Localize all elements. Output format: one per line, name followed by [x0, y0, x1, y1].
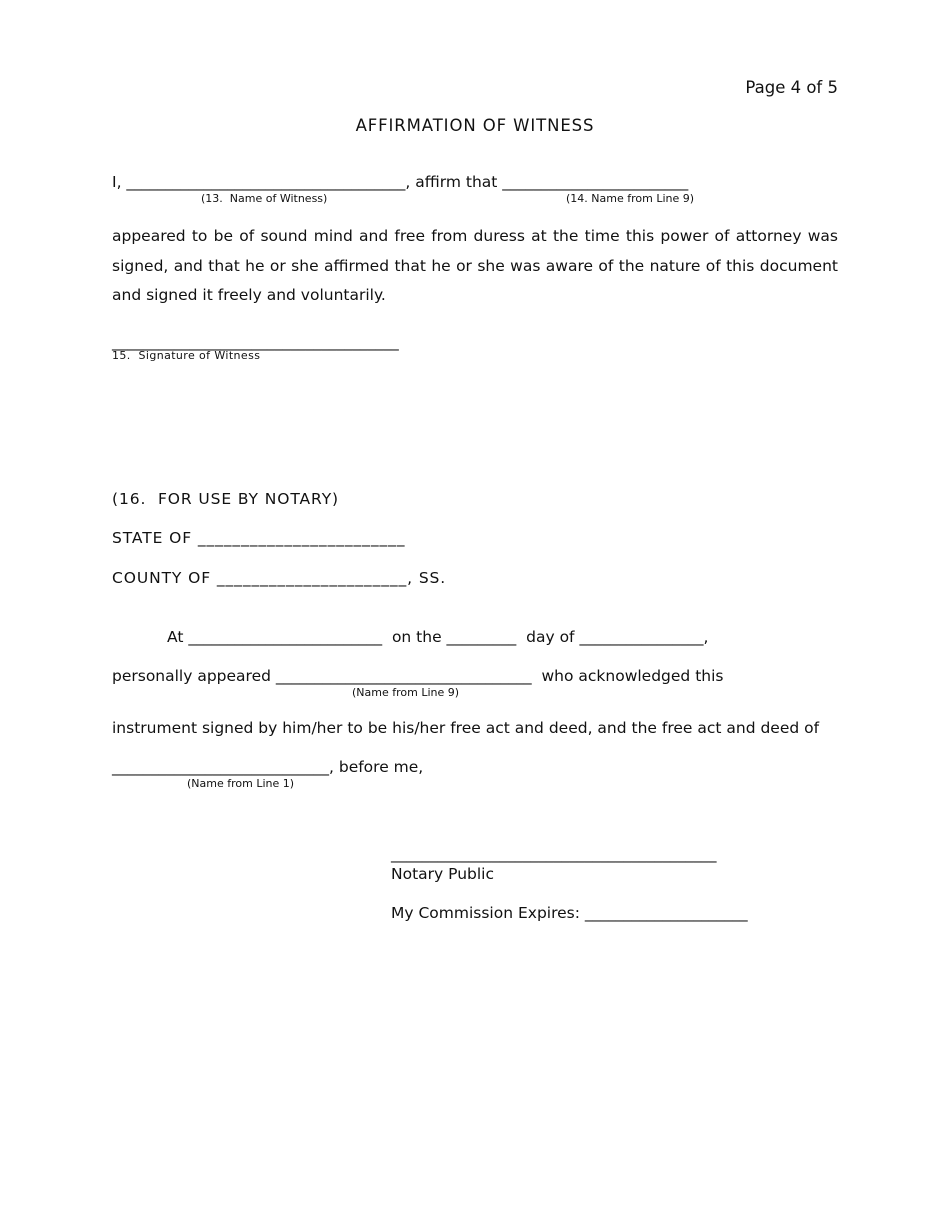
- before-me-label: (Name from Line 1): [187, 777, 295, 790]
- affirmation-paragraph: appeared to be of sound mind and free from duress at the time this power of attorney was signed, and that he or she affirmed that he or she was aware of the nature of this document and signed it freely and voluntarily.: [112, 227, 838, 304]
- witness-signature-label: 15. Signature of Witness: [112, 349, 261, 362]
- notary-signature-line: __________________________________________: [391, 845, 717, 863]
- document-title: AFFIRMATION OF WITNESS: [355, 116, 595, 135]
- witness-name-label: (13. Name of Witness): [201, 192, 328, 205]
- instrument-line: instrument signed by him/her to be his/her free act and deed, and the free act and deed of: [112, 719, 820, 737]
- before-me-line: ____________________________, before me,: [112, 758, 424, 776]
- state-line: STATE OF ________________________: [112, 529, 406, 547]
- county-line: COUNTY OF ______________________, SS.: [112, 569, 447, 587]
- notary-heading: (16. FOR USE BY NOTARY): [112, 490, 340, 508]
- witness-affirmation-line: I, ____________________________________, affirm that ________________________: [112, 173, 689, 191]
- notary-public-label: Notary Public: [391, 865, 494, 883]
- date-line: At _________________________ on the _________ day of ________________,: [167, 628, 709, 646]
- witness-signature-line: _____________________________________: [112, 333, 399, 351]
- personally-appeared-line: personally appeared _________________________________ who acknowledged this: [112, 667, 724, 685]
- page-number: Page 4 of 5: [745, 78, 838, 97]
- commission-expires-line: My Commission Expires: _____________________: [391, 904, 748, 922]
- appeared-name-label: (Name from Line 9): [352, 686, 460, 699]
- principal-name-label: (14. Name from Line 9): [566, 192, 695, 205]
